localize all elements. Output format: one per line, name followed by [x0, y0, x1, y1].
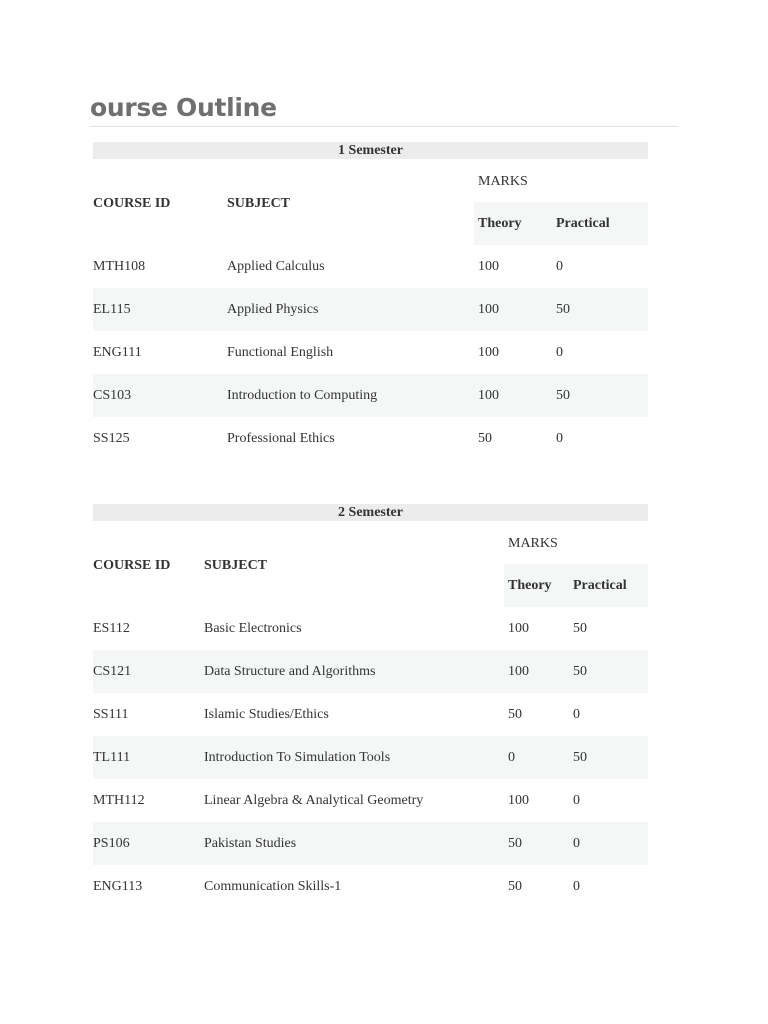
subject-cell: Islamic Studies/Ethics: [204, 706, 329, 722]
theory-marks-cell: 50: [508, 878, 522, 894]
subject-cell: Introduction to Computing: [227, 374, 474, 417]
course-id-cell: TL111: [93, 736, 204, 779]
course-id-cell: EL115: [93, 288, 227, 331]
theory-marks-cell: 100: [508, 792, 529, 808]
course-id-cell: SS125: [93, 430, 130, 446]
practical-marks-cell: 0: [556, 344, 563, 360]
semester-1-rows: [93, 245, 648, 460]
column-header-practical: Practical: [552, 202, 648, 245]
course-id-cell: ES112: [93, 620, 130, 636]
course-id-cell: ENG113: [93, 878, 143, 894]
page-title: ourse Outline: [90, 93, 277, 122]
practical-marks-cell: 0: [573, 878, 580, 894]
table-row: [93, 607, 648, 650]
table-row: [93, 417, 648, 460]
column-header-practical: Practical: [569, 564, 648, 607]
column-header-theory: Theory: [474, 202, 552, 245]
theory-marks-cell: 100: [478, 258, 499, 274]
subject-cell: Introduction To Simulation Tools: [204, 736, 504, 779]
practical-marks-cell: 0: [569, 822, 648, 865]
theory-marks-cell: 50: [504, 822, 569, 865]
practical-marks-cell: 50: [552, 288, 648, 331]
column-header-subject: SUBJECT: [227, 195, 291, 211]
practical-marks-cell: 50: [552, 374, 648, 417]
semester-1-table: [93, 142, 648, 460]
practical-marks-cell: 0: [556, 430, 563, 446]
semester-2-table: [93, 504, 648, 908]
subject-cell: Professional Ethics: [227, 430, 335, 446]
practical-marks-cell: 0: [556, 258, 563, 274]
column-header-marks: MARKS: [478, 174, 528, 189]
table-row: [93, 245, 648, 288]
title-divider: [90, 126, 678, 127]
subject-cell: Applied Physics: [227, 288, 474, 331]
theory-marks-cell: 100: [474, 374, 552, 417]
theory-marks-cell: 50: [478, 430, 492, 446]
theory-marks-cell: 100: [478, 344, 499, 360]
column-header-marks: MARKS: [508, 536, 558, 551]
subject-cell: Applied Calculus: [227, 258, 325, 274]
practical-marks-cell: 0: [573, 792, 580, 808]
column-header-subject: SUBJECT: [204, 557, 268, 573]
subject-cell: Basic Electronics: [204, 620, 302, 636]
theory-marks-cell: 50: [508, 706, 522, 722]
subject-cell: Linear Algebra & Analytical Geometry: [204, 792, 424, 808]
table-row: [93, 288, 648, 331]
column-header-course-id: COURSE ID: [93, 195, 171, 211]
table-row: [93, 865, 648, 908]
subject-cell: Pakistan Studies: [204, 822, 504, 865]
practical-marks-cell: 50: [569, 650, 648, 693]
table-row: [93, 693, 648, 736]
practical-marks-cell: 50: [573, 620, 587, 636]
semester-2-rows: [93, 607, 648, 908]
column-header-theory: Theory: [504, 564, 569, 607]
semester-1-heading: 1 Semester: [93, 142, 648, 159]
table-row: [93, 650, 648, 693]
course-id-cell: MTH108: [93, 258, 146, 274]
theory-marks-cell: 100: [474, 288, 552, 331]
course-id-cell: CS121: [93, 650, 204, 693]
course-id-cell: SS111: [93, 706, 129, 722]
subject-cell: Communication Skills-1: [204, 878, 342, 894]
practical-marks-cell: 0: [573, 706, 580, 722]
subject-cell: Data Structure and Algorithms: [204, 650, 504, 693]
theory-marks-cell: 100: [504, 650, 569, 693]
table-row: [93, 331, 648, 374]
semester-2-heading: 2 Semester: [93, 504, 648, 521]
subject-cell: Functional English: [227, 344, 334, 360]
table-row: [93, 374, 648, 417]
table-row: [93, 822, 648, 865]
practical-marks-cell: 50: [569, 736, 648, 779]
course-id-cell: CS103: [93, 374, 227, 417]
course-id-cell: PS106: [93, 822, 204, 865]
theory-marks-cell: 100: [508, 620, 529, 636]
table-row: [93, 736, 648, 779]
course-id-cell: ENG111: [93, 344, 142, 360]
theory-marks-cell: 0: [504, 736, 569, 779]
table-row: [93, 779, 648, 822]
course-id-cell: MTH112: [93, 792, 145, 808]
column-header-course-id: COURSE ID: [93, 557, 171, 573]
